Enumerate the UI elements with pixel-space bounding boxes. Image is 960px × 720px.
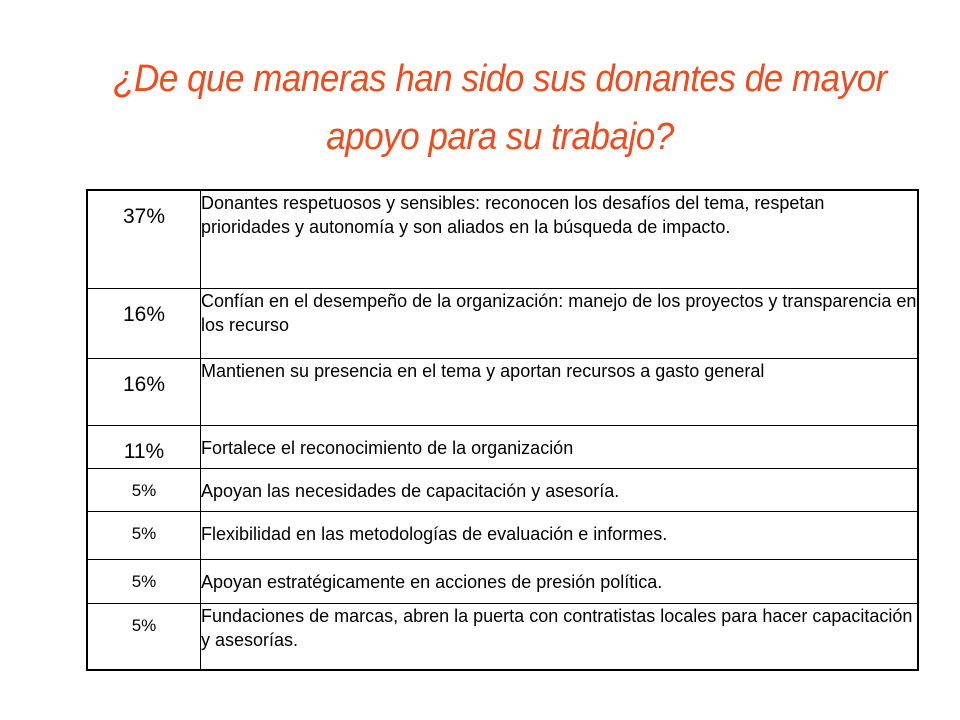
row-description: Flexibilidad en las metodologías de evaluación e informes. [201, 511, 919, 559]
table-row [87, 559, 918, 603]
row-description: Fortalece el reconocimiento de la organización [201, 425, 919, 468]
row-percentage: 16% [87, 288, 201, 358]
row-percentage: 16% [87, 358, 201, 425]
donor-support-table [86, 189, 919, 671]
row-percentage: 5% [87, 559, 201, 603]
row-percentage: 5% [87, 468, 201, 511]
row-description: Donantes respetuosos y sensibles: reconocen los desafíos del tema, respetan prioridades y autonomía y son aliados en la búsqueda de impacto. [201, 190, 919, 288]
row-description: Mantienen su presencia en el tema y aportan recursos a gasto general [201, 358, 919, 425]
table-row [87, 603, 918, 670]
table-row [87, 425, 918, 468]
row-description: Apoyan estratégicamente en acciones de presión política. [201, 559, 919, 603]
table-row [87, 358, 918, 425]
slide-title: ¿De que maneras han sido sus donantes de mayor apoyo para su trabajo? [113, 58, 887, 158]
table-row [87, 468, 918, 511]
row-description: Confían en el desempeño de la organización: manejo de los proyectos y transparencia en los recurso [201, 288, 919, 358]
row-percentage: 11% [87, 425, 201, 468]
row-percentage: 37% [87, 190, 201, 288]
table-row [87, 190, 918, 288]
row-description: Fundaciones de marcas, abren la puerta con contratistas locales para hacer capacitación y asesorías. [201, 603, 919, 670]
row-description: Apoyan las necesidades de capacitación y asesoría. [201, 468, 919, 511]
table-row [87, 288, 918, 358]
table-row [87, 511, 918, 559]
row-percentage: 5% [87, 511, 201, 559]
row-percentage: 5% [87, 603, 201, 670]
